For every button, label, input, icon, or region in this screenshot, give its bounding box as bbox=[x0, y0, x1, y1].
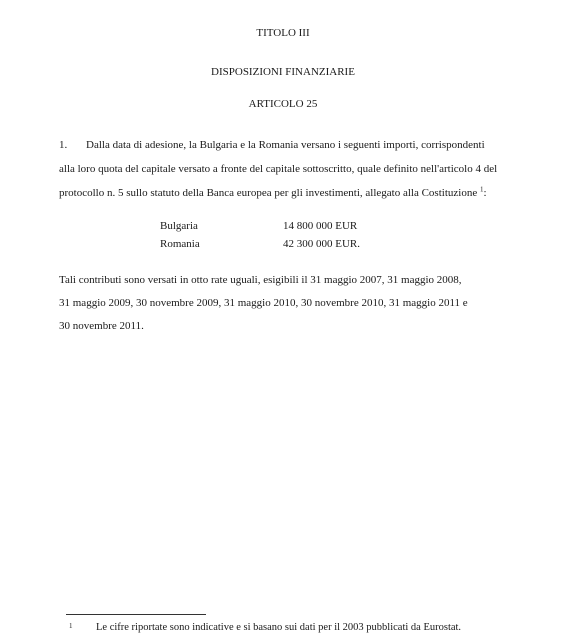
article-heading: ARTICOLO 25 bbox=[248, 98, 318, 110]
footnote-number: 1 bbox=[69, 622, 73, 630]
paragraph1-line1: Dalla data di adesione, la Bulgaria e la Romania versano i seguenti importi, corrispondenti bbox=[86, 139, 485, 151]
footnote-text: Le cifre riportate sono indicative e si basano sui dati per il 2003 pubblicati da Eurostat. bbox=[96, 622, 462, 633]
section-heading: DISPOSIZIONI FINANZIARIE bbox=[211, 66, 355, 78]
footnote-divider bbox=[66, 614, 206, 615]
paragraph1-line3 bbox=[59, 187, 487, 199]
paragraph2-line3: 30 novembre 2011. bbox=[59, 320, 144, 332]
paragraph2-line2: 31 maggio 2009, 30 novembre 2009, 31 maggio 2010, 30 novembre 2010, 31 maggio 2011 e bbox=[59, 297, 468, 309]
title-heading: TITOLO III bbox=[256, 27, 310, 39]
paragraph1-line3-colon: : bbox=[483, 187, 487, 199]
footnote-reference: 1 bbox=[479, 185, 484, 194]
paragraph1-line3-text: protocollo n. 5 sullo statuto della Banca europea per gli investimenti, allegato alla Costituzione bbox=[59, 187, 478, 199]
amount-value-bulgaria: 14 800 000 EUR bbox=[283, 220, 358, 232]
amount-country-romania: Romania bbox=[160, 238, 200, 250]
amount-country-bulgaria: Bulgaria bbox=[160, 220, 198, 232]
amount-value-romania: 42 300 000 EUR. bbox=[283, 238, 360, 250]
paragraph1-line2: alla loro quota del capitale versato a fronte del capitale sottoscritto, quale definito nell'articolo 4 del bbox=[59, 163, 498, 175]
paragraph2-line1: Tali contributi sono versati in otto rate uguali, esigibili il 31 maggio 2007, 31 maggio 2008, bbox=[59, 274, 462, 286]
paragraph-number: 1. bbox=[59, 139, 68, 151]
